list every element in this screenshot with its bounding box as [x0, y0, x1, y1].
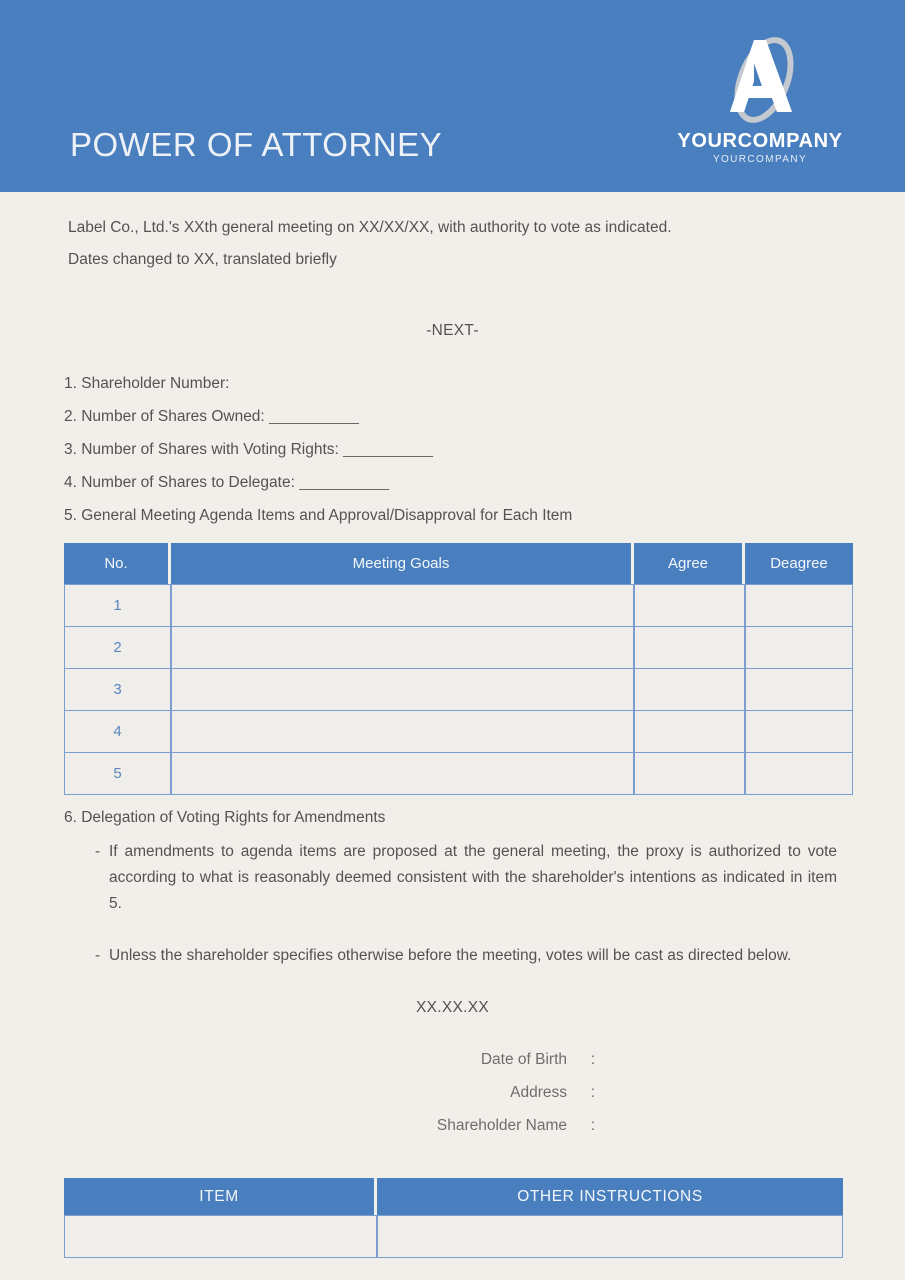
table-row	[64, 584, 853, 627]
cell-no: 3	[64, 669, 171, 711]
cell-agree[interactable]	[634, 627, 745, 669]
cell-agree[interactable]	[634, 711, 745, 753]
list-item-label: 1. Shareholder Number:	[64, 375, 230, 392]
cell-goal[interactable]	[171, 669, 634, 711]
signature-colon: :	[590, 1051, 595, 1068]
document-body	[0, 192, 905, 1258]
table-header-row	[64, 543, 853, 584]
other-instructions-table	[64, 1178, 843, 1258]
signature-label: Date of Birth	[480, 1051, 567, 1068]
signature-label: Shareholder Name	[436, 1117, 567, 1134]
table-row	[64, 1215, 843, 1258]
column-header-item: ITEM	[64, 1178, 377, 1215]
cell-item[interactable]	[64, 1215, 377, 1258]
cell-agree[interactable]	[634, 669, 745, 711]
cell-goal[interactable]	[171, 711, 634, 753]
list-item-label: 4. Number of Shares to Delegate:	[64, 474, 295, 491]
company-a-swoosh-logo	[710, 34, 810, 126]
cell-no: 1	[64, 584, 171, 627]
bullet-dash-icon: -	[95, 947, 101, 964]
bullet-text: Unless the shareholder specifies otherwise before the meeting, votes will be cast as directed below.	[109, 947, 792, 964]
column-header-no: No.	[64, 543, 171, 584]
table-row	[64, 627, 853, 669]
cell-goal[interactable]	[171, 584, 634, 627]
signature-colon: :	[590, 1084, 595, 1101]
column-header-goals: Meeting Goals	[171, 543, 634, 584]
meeting-goals-table	[64, 543, 853, 795]
cell-goal[interactable]	[171, 627, 634, 669]
list-item-label: 3. Number of Shares with Voting Rights:	[64, 441, 339, 458]
signature-date: XX.XX.XX	[415, 999, 490, 1016]
list-item-label: 2. Number of Shares Owned:	[64, 408, 265, 425]
cell-no: 4	[64, 711, 171, 753]
intro-line-1: Label Co., Ltd.'s XXth general meeting on XX/XX/XX, with authority to vote as indicated.	[68, 219, 672, 236]
cell-disagree[interactable]	[745, 584, 853, 627]
bullet-text: If amendments to agenda items are proposed at the general meeting, the proxy is authorized to vote according to what is reasonably deemed consistent with the shareholder's intentions as indicated in item 5.	[109, 843, 837, 912]
signature-block	[0, 1043, 905, 1142]
cell-agree[interactable]	[634, 753, 745, 795]
table-row	[64, 753, 853, 795]
cell-no: 5	[64, 753, 171, 795]
bullet-item	[95, 839, 837, 917]
list-item-blank: ___________	[343, 441, 433, 458]
item6-heading: 6. Delegation of Voting Rights for Amendments	[64, 809, 386, 826]
table-header-row	[64, 1178, 843, 1215]
header-banner	[0, 0, 905, 192]
list-item-label: 5. General Meeting Agenda Items and Approval/Disapproval for Each Item	[64, 507, 573, 524]
list-item	[64, 499, 841, 532]
list-item	[64, 400, 841, 433]
signature-colon: :	[590, 1117, 595, 1134]
list-item	[64, 466, 841, 499]
intro-line-2: Dates changed to XX, translated briefly	[68, 251, 337, 268]
signature-label: Address	[510, 1084, 567, 1101]
logo-company-name: YOURCOMPANY	[677, 130, 843, 152]
company-logo	[675, 34, 845, 165]
list-item	[64, 367, 841, 400]
cell-other[interactable]	[377, 1215, 843, 1258]
next-marker: -NEXT-	[426, 322, 479, 339]
list-item	[64, 433, 841, 466]
signature-row-shareholder-name	[0, 1109, 595, 1142]
column-header-deagree: Deagree	[745, 543, 853, 584]
table-row	[64, 711, 853, 753]
cell-disagree[interactable]	[745, 753, 853, 795]
list-item-blank: ___________	[299, 474, 389, 491]
signature-row-date-of-birth	[0, 1043, 595, 1076]
list-item-blank: ___________	[269, 408, 359, 425]
column-header-agree: Agree	[634, 543, 745, 584]
bullet-item	[95, 943, 837, 969]
cell-agree[interactable]	[634, 584, 745, 627]
cell-goal[interactable]	[171, 753, 634, 795]
bullet-dash-icon: -	[95, 843, 101, 860]
page-title: POWER OF ATTORNEY	[70, 126, 443, 163]
cell-disagree[interactable]	[745, 669, 853, 711]
numbered-list	[64, 367, 841, 532]
intro-paragraph	[68, 212, 837, 276]
cell-disagree[interactable]	[745, 711, 853, 753]
table-row	[64, 669, 853, 711]
logo-company-subtitle: YOURCOMPANY	[712, 154, 808, 165]
cell-disagree[interactable]	[745, 627, 853, 669]
signature-row-address	[0, 1076, 595, 1109]
column-header-other: OTHER INSTRUCTIONS	[377, 1178, 843, 1215]
cell-no: 2	[64, 627, 171, 669]
